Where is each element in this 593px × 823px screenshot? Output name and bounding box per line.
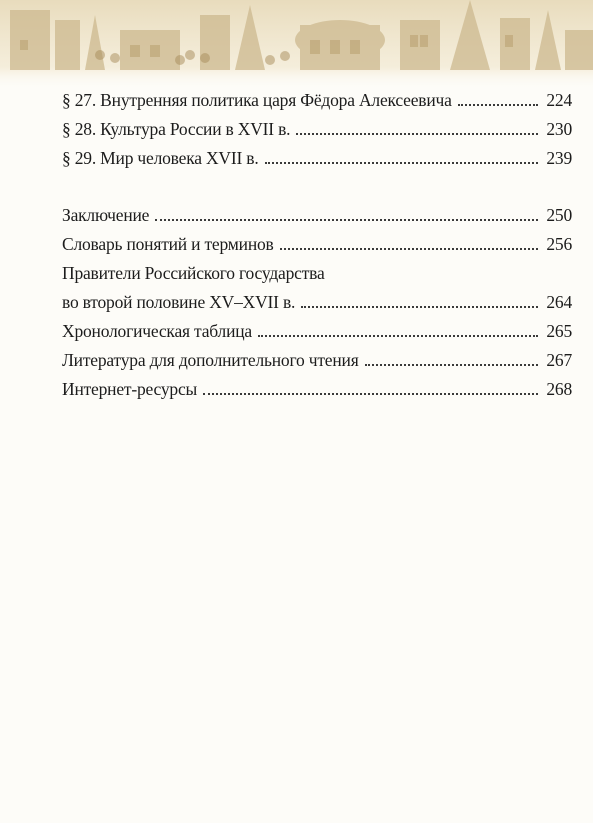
toc-entry-page: 264	[546, 292, 572, 312]
toc-entry-title: Литература для дополнительного чтения	[62, 350, 359, 370]
toc-entry-title: Словарь понятий и терминов	[62, 234, 274, 254]
toc-entry-page: 267	[546, 350, 572, 370]
dot-leader	[296, 133, 538, 135]
toc-entry-page: 250	[546, 205, 572, 225]
dot-leader	[458, 104, 539, 106]
toc-entry[interactable]	[62, 148, 572, 177]
toc-entry-title: во второй половине XV–XVII в.	[62, 292, 296, 312]
toc-entry-title: Интернет-ресурсы	[62, 379, 198, 399]
toc-entry[interactable]	[62, 205, 572, 234]
toc-entry[interactable]	[62, 379, 572, 408]
toc-entry-page: 265	[546, 321, 572, 341]
toc-entry-title: § 29. Мир человека XVII в.	[62, 148, 259, 168]
toc-entry-title: Заключение	[62, 205, 150, 225]
dot-leader	[280, 248, 539, 250]
toc-entry[interactable]	[62, 234, 572, 263]
toc-entry-page: 239	[546, 148, 572, 168]
toc-entry[interactable]	[62, 292, 572, 321]
toc-entry-page: 230	[546, 119, 572, 139]
toc-entry-page: 256	[546, 234, 572, 254]
toc-entry-title-line1: Правители Российского государства	[62, 263, 325, 283]
dot-leader	[155, 219, 538, 221]
toc-entry[interactable]	[62, 321, 572, 350]
dot-leader	[258, 335, 538, 337]
table-of-contents	[62, 90, 572, 408]
toc-entry[interactable]	[62, 350, 572, 379]
dot-leader	[301, 306, 538, 308]
toc-entry-title: Хронологическая таблица	[62, 321, 252, 341]
dot-leader	[365, 364, 539, 366]
toc-entry-title: § 27. Внутренняя политика царя Фёдора Алексеевича	[62, 90, 452, 110]
dot-leader	[265, 162, 539, 164]
toc-entry[interactable]	[62, 90, 572, 119]
toc-entry-page: 224	[546, 90, 572, 110]
toc-entry-page: 268	[546, 379, 572, 399]
toc-entry-first-line[interactable]	[62, 263, 572, 292]
dot-leader	[203, 393, 538, 395]
header-illustration	[0, 0, 593, 90]
toc-entry-title: § 28. Культура России в XVII в.	[62, 119, 291, 139]
toc-entry[interactable]	[62, 119, 572, 148]
